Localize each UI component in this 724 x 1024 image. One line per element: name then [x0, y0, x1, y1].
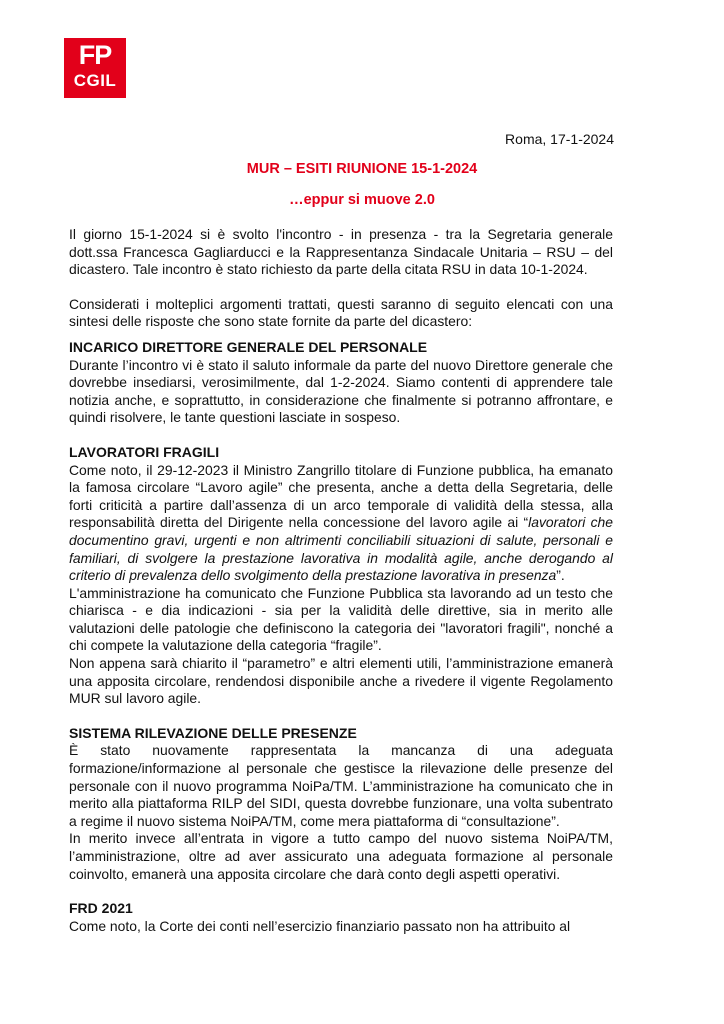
- logo-line-fp: FP: [78, 40, 112, 70]
- fragili-text-end: ”.: [556, 567, 565, 584]
- section-paragraph-fragili-3: Non appena sarà chiarito il “parametro” e altri elementi utili, l’amministrazione emanerà una apposita circolare, rendendosi disponibile anche a rivedere il vigente Regolamento MUR sul lavoro agile.: [69, 655, 613, 707]
- document-subtitle: …eppur si muove 2.0: [289, 192, 435, 208]
- section-paragraph-presenze-1: È stato nuovamente rappresentata la mancanza di una adeguata formazione/informazione al personale che gestisce la rilevazione delle presenze del personale con il nuovo programma NoiPa/TM. L’amministrazione ha comunicato che in merito alla piattaforma RILP del SIDI, questa dovrebbe funzionare, una volta subentrato a regime il nuovo sistema NoiPA/TM, come mera piattaforma di “consultazione”.: [69, 742, 613, 829]
- section-paragraph-frd-1: Come noto, la Corte dei conti nell’esercizio finanziario passato non ha attribuito al: [69, 917, 571, 934]
- section-paragraph-presenze-2: In merito invece all’entrata in vigore a tutto campo del nuovo sistema NoiPA/TM, l’amministrazione, oltre ad aver assicurato una adeguata formazione al personale coinvolto, emanerà una apposita circolare che darà conto degli aspetti operativi.: [69, 830, 613, 882]
- document-body: [69, 226, 613, 935]
- logo-line-cgil: CGIL: [73, 71, 117, 90]
- section-heading-incarico: INCARICO DIRETTORE GENERALE DEL PERSONALE: [69, 338, 428, 355]
- fp-cgil-logo: [64, 38, 126, 98]
- section-heading-lavoratori-fragili: LAVORATORI FRAGILI: [69, 443, 220, 460]
- intro-paragraph: Il giorno 15-1-2024 si è svolto l'incontro - in presenza - tra la Segretaria generale dott.ssa Francesca Gagliarducci e la Rappresentanza Sindacale Unitaria – RSU – del dicastero. Tale incontro è stato richiesto da parte della citata RSU in data 10-1-2024.: [69, 226, 613, 278]
- fragili-text-start: Come noto, il 29-12-2023 il Ministro Zangrillo titolare di Funzione pubblica, ha emanato la famosa circolare “Lavoro agile” che presenta, anche a detta della Segretaria, delle forti criticità a partire dall’assenza di un arco temporale di validità della stessa, alla responsabilità diretta del Dirigente nella concessione del lavoro agile ai “: [69, 461, 613, 531]
- document-date: Roma, 17-1-2024: [505, 131, 614, 147]
- section-paragraph-incarico: Durante l’incontro vi è stato il saluto informale da parte del nuovo Direttore generale che dovrebbe insediarsi, verosimilmente, dal 1-2-2024. Siamo contenti di apprendere tale notizia anche, e soprattutto, in considerazione che finalmente si potranno affrontare, e quindi risolvere, le tante questioni lasciate in sospeso.: [69, 356, 613, 426]
- document-title: MUR – ESITI RIUNIONE 15-1-2024: [246, 161, 478, 177]
- intro-paragraph-2: Considerati i molteplici argomenti trattati, questi saranno di seguito elencati con una sintesi delle risposte che sono state fornite da parte del dicastero:: [69, 295, 613, 330]
- fragili-quote-italic: lavoratori che documentino gravi, urgenti e non altrimenti conciliabili situazioni di salute, personali e familiari, di svolgere la prestazione lavorativa in modalità agile, anche derogando al criterio di prevalenza dello svolgimento della prestazione lavorativa in presenza: [69, 514, 613, 584]
- section-paragraph-fragili-2: L'amministrazione ha comunicato che Funzione Pubblica sta lavorando ad un testo che chiarisca - e dia indicazioni - sia per la validità delle direttive, sia in merito alle valutazioni delle patologie che definiscono la categoria dei "lavoratori fragili", nonché a chi compete la valutazione della categoria “fragile”.: [69, 584, 613, 654]
- section-heading-frd-2021: FRD 2021: [69, 900, 133, 917]
- section-heading-rilevazione-presenze: SISTEMA RILEVAZIONE DELLE PRESENZE: [69, 724, 357, 741]
- section-paragraph-fragili-1: [69, 462, 613, 585]
